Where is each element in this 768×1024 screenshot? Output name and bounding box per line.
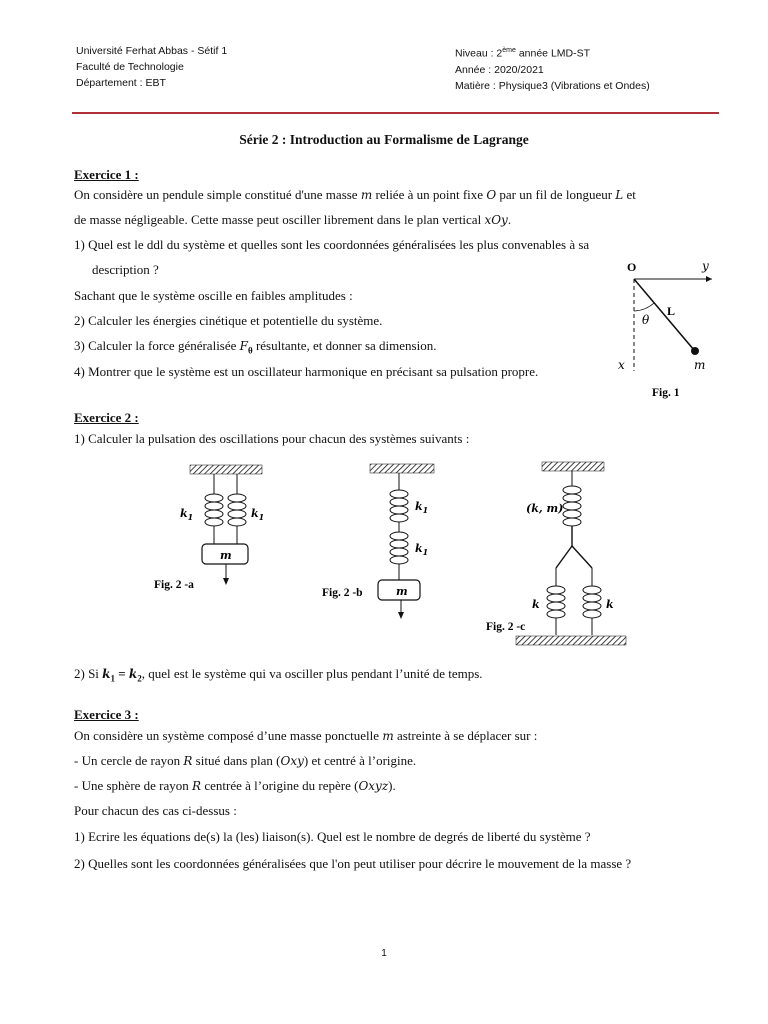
ex1-line-1: On considère un pendule simple constitué d'une masse m reliée à un point fixe O par un fil de longueur L et xyxy=(74,187,636,202)
level-line: Niveau : 2ème année LMD-ST xyxy=(455,47,591,60)
ex2-question-1: 1) Calculer la pulsation des oscillations pour chacun des systèmes suivants : xyxy=(74,431,470,446)
spring-top-km xyxy=(563,486,581,526)
spring-label-k1-right: $k_1$ xyxy=(251,507,265,522)
figure-2a-caption: Fig. 2 -a xyxy=(154,579,194,591)
figure-2c-spring-network xyxy=(482,458,632,658)
ex1-line-2: de masse négligeable. Cette masse peut osciller librement dans le plan vertical xOy. xyxy=(74,212,512,227)
spring-label-k-left: k xyxy=(532,598,540,611)
exercise-3-heading: Exercice 3 : xyxy=(74,707,139,722)
spring-right xyxy=(228,494,246,526)
page-number: 1 xyxy=(381,948,387,959)
ex1-question-4: 4) Montrer que le système est un oscillateur harmonique en précisant sa pulsation propre. xyxy=(74,364,539,379)
header-divider xyxy=(72,112,719,114)
theta-arc xyxy=(634,303,654,311)
spring-top xyxy=(390,490,408,522)
pendulum-mass xyxy=(691,347,699,355)
subject-line: Matière : Physique3 (Vibrations et Ondes) xyxy=(455,79,650,92)
x-label: x xyxy=(618,358,625,372)
ex1-question-3: 3) Calculer la force généralisée $F_\theta$ résultante, et donner sa dimension. xyxy=(74,338,437,356)
page-title: Série 2 : Introduction au Formalisme de Lagrange xyxy=(239,132,529,147)
spring-label-k1-bottom: $k_1$ xyxy=(415,542,429,557)
spring-label-k-right: k xyxy=(606,598,614,611)
y-label: y xyxy=(702,259,709,273)
ex3-line-4: Pour chacun des cas ci-dessus : xyxy=(74,803,237,818)
faculty-name: Faculté de Technologie xyxy=(76,61,184,73)
ex3-line-1: On considère un système composé d’une masse ponctuelle m astreinte à se déplacer sur : xyxy=(74,728,538,743)
spring-bottom xyxy=(390,532,408,564)
ex3-line-3: - Une sphère de rayon R centrée à l’origine du repère (Oxyz). xyxy=(74,778,396,793)
institution-block xyxy=(76,43,227,91)
spring-label-k1-left: $k_1$ xyxy=(180,507,194,522)
ex3-question-2: 2) Quelles sont les coordonnées généralisées que l'on peut utiliser pour décrire le mouvement de la masse ? xyxy=(74,856,632,871)
spring-label-km: (k, m) xyxy=(526,502,564,515)
length-label: L xyxy=(667,304,676,318)
exercise-1-heading: Exercice 1 : xyxy=(74,167,139,182)
exercise-2-heading: Exercice 2 : xyxy=(74,410,139,425)
spring-bottom-left xyxy=(547,586,565,618)
spring-bottom-right xyxy=(583,586,601,618)
ex1-question-2: 2) Calculer les énergies cinétique et potentielle du système. xyxy=(74,313,383,328)
figure-2c-caption: Fig. 2 -c xyxy=(486,621,526,633)
figure-1-pendulum xyxy=(612,255,724,405)
mass-label: m xyxy=(694,358,706,372)
figure-2a-parallel-springs xyxy=(150,460,280,600)
course-info-block xyxy=(455,43,650,94)
origin-label: O xyxy=(627,260,637,274)
ex3-question-1: 1) Ecrire les équations de(s) la (les) liaison(s). Quel est le nombre de degrés de liberté du système ? xyxy=(74,829,591,844)
figure-2b-series-springs xyxy=(318,460,448,630)
ceiling-support xyxy=(190,465,262,474)
department-name: Département : EBT xyxy=(76,77,166,89)
ceiling-support xyxy=(542,462,604,471)
ex3-line-2: - Un cercle de rayon R situé dans plan (Oxy) et centré à l’origine. xyxy=(74,753,417,768)
figure-1-caption: Fig. 1 xyxy=(652,387,680,399)
ceiling-support xyxy=(370,464,434,473)
university-name: Université Ferhat Abbas - Sétif 1 xyxy=(76,45,228,57)
year-line: Année : 2020/2021 xyxy=(455,63,544,76)
floor-support xyxy=(516,636,626,645)
figure-2b-caption: Fig. 2 -b xyxy=(322,587,363,599)
spring-left xyxy=(205,494,223,526)
theta-label: θ xyxy=(642,313,650,327)
ex1-question-1-cont: description ? xyxy=(92,262,159,277)
mass-label: m xyxy=(396,585,408,598)
ex1-question-1: 1) Quel est le ddl du système et quelles sont les coordonnées généralisées les plus convenables à sa xyxy=(74,237,590,252)
mass-label: m xyxy=(220,549,232,562)
spring-label-k1-top: $k_1$ xyxy=(415,500,429,515)
ex1-condition: Sachant que le système oscille en faibles amplitudes : xyxy=(74,288,353,303)
ex2-question-2: 2) Si $k_1 = k_2$, quel est le système qui va osciller plus pendant l’unité de temps. xyxy=(74,666,483,684)
